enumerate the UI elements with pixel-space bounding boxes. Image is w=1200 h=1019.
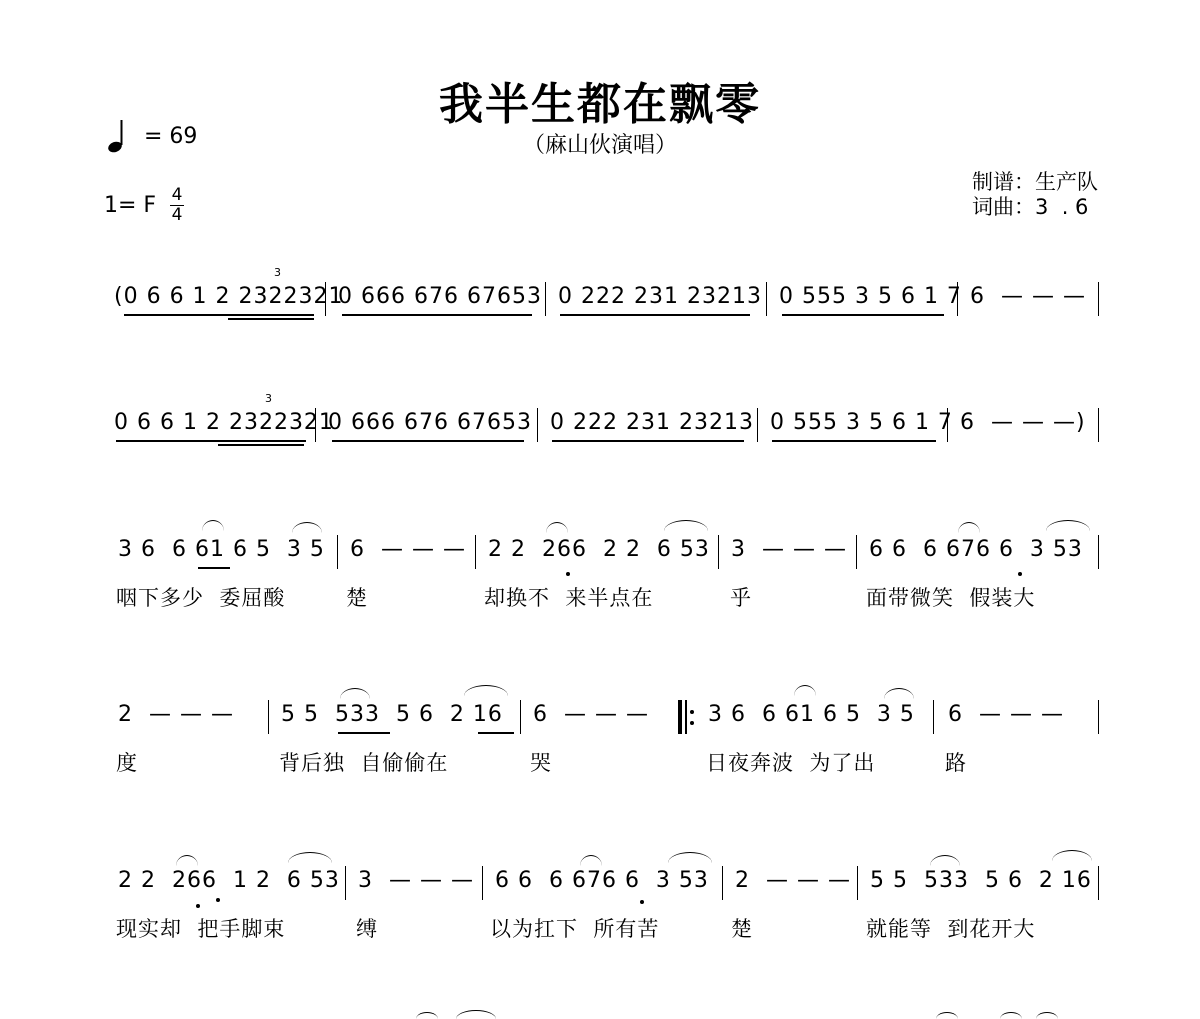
barline — [856, 535, 857, 569]
slur-mark — [668, 852, 712, 863]
time-signature-bottom: 4 — [171, 205, 183, 225]
beam-underline — [198, 567, 230, 569]
repeat-thick-bar — [678, 700, 682, 734]
key-label: 1= F — [104, 193, 157, 218]
composer-credit: 词曲：3 . 6 — [972, 195, 1089, 219]
slur-mark — [884, 688, 914, 699]
barline — [1098, 408, 1099, 442]
barline — [957, 282, 958, 316]
slur-mark — [958, 522, 980, 533]
barline — [857, 866, 858, 900]
barline — [1098, 282, 1099, 316]
barline — [337, 535, 338, 569]
measure-r1-m2: 0 666 676 67653 — [338, 284, 542, 309]
repeat-start-sign — [678, 700, 690, 734]
tempo-value: = 69 — [144, 123, 198, 149]
barline — [766, 282, 767, 316]
beam-underline — [218, 444, 304, 446]
measure-r2-m3: 0 222 231 23213 — [550, 410, 754, 435]
barline — [1098, 700, 1099, 734]
measure-r3-m5: 6 6 6 676 6 3 53 — [869, 537, 1083, 562]
barline — [947, 408, 948, 442]
measure-r5-m5: 5 5 533 5 6 2 16 — [870, 868, 1092, 893]
beam-underline — [124, 314, 314, 316]
arranger-credit: 制谱：生产队 — [972, 170, 1098, 194]
triplet-mark: 3 — [274, 266, 281, 279]
measure-r2-m5: 6 — — —) — [960, 410, 1086, 435]
measure-r4-m1: 2 — — — — [118, 702, 234, 727]
repeat-dot — [690, 710, 694, 714]
lower-octave-dot — [196, 904, 200, 908]
lower-octave-dot — [216, 898, 220, 902]
beam-underline — [478, 732, 514, 734]
slur-mark — [1046, 520, 1090, 531]
barline — [1098, 866, 1099, 900]
measure-r3-m4: 3 — — — — [731, 537, 847, 562]
measure-r1-m1: (0 6 6 1 2 2322321 — [114, 284, 344, 309]
lyric-r4-m4: 日夜奔波 为了出 — [706, 751, 876, 775]
measure-r4-m3: 6 — — — — [533, 702, 649, 727]
slur-mark — [580, 855, 602, 866]
measure-r1-m4: 0 555 3 5 6 1 7 — [779, 284, 962, 309]
lyric-r4-m3: 哭 — [530, 751, 552, 775]
slur-mark — [794, 685, 816, 696]
barline — [475, 535, 476, 569]
beam-underline — [338, 732, 390, 734]
quarter-note-icon — [106, 118, 132, 154]
key-signature — [104, 187, 184, 224]
lyric-r5-m1: 现实却 把手脚束 — [116, 917, 286, 941]
lyric-r3-m2: 楚 — [346, 586, 368, 610]
repeat-dot — [690, 721, 694, 725]
barline — [537, 408, 538, 442]
beam-underline — [552, 440, 744, 442]
triplet-mark: 3 — [265, 392, 272, 405]
lyric-r5-m5: 就能等 到花开大 — [866, 917, 1036, 941]
slur-mark — [176, 855, 198, 866]
measure-r4-m2: 5 5 533 5 6 2 16 — [281, 702, 503, 727]
song-subtitle: （麻山伙演唱） — [522, 133, 677, 158]
slur-mark — [930, 855, 960, 866]
barline — [545, 282, 546, 316]
barline — [722, 866, 723, 900]
barline — [268, 700, 269, 734]
lyric-r5-m4: 楚 — [731, 917, 753, 941]
slur-mark — [340, 688, 370, 699]
beam-underline — [116, 440, 306, 442]
measure-r5-m2: 3 — — — — [358, 868, 474, 893]
beam-underline — [782, 314, 944, 316]
beam-underline — [342, 314, 532, 316]
lyric-r4-m1: 度 — [116, 751, 138, 775]
measure-r2-m4: 0 555 3 5 6 1 7 — [770, 410, 953, 435]
lyric-r3-m1: 咽下多少 委屈酸 — [116, 586, 286, 610]
repeat-thin-bar — [685, 700, 687, 734]
barline — [757, 408, 758, 442]
lyric-r5-m3: 以为扛下 所有苦 — [490, 917, 660, 941]
beam-underline — [560, 314, 750, 316]
lyric-r3-m4: 乎 — [730, 586, 752, 610]
lyric-r5-m2: 缚 — [356, 917, 378, 941]
barline — [325, 282, 326, 316]
lyric-r3-m5: 面带微笑 假装大 — [866, 586, 1036, 610]
beam-underline — [332, 440, 524, 442]
slur-mark — [1052, 850, 1092, 861]
slur-mark — [546, 522, 568, 533]
barline — [718, 535, 719, 569]
measure-r2-m1: 0 6 6 1 2 2322321 — [114, 410, 334, 435]
time-signature-top: 4 — [171, 185, 183, 205]
measure-r5-m1: 2 2 266 1 2 6 53 — [118, 868, 340, 893]
measure-r2-m2: 0 666 676 67653 — [328, 410, 532, 435]
measure-r4-m4: 3 6 6 61 6 5 3 5 — [708, 702, 915, 727]
slur-mark — [288, 852, 332, 863]
measure-r3-m1: 3 6 6 61 6 5 3 5 — [118, 537, 325, 562]
measure-r3-m2: 6 — — — — [350, 537, 466, 562]
barline — [345, 866, 346, 900]
credits — [972, 170, 1098, 220]
measure-r3-m3: 2 2 266 2 2 6 53 — [488, 537, 710, 562]
beam-underline — [228, 318, 314, 320]
lower-octave-dot — [1018, 572, 1022, 576]
lower-octave-dot — [566, 572, 570, 576]
beam-underline — [772, 440, 936, 442]
measure-r4-m5: 6 — — — — [948, 702, 1064, 727]
lower-octave-dot — [640, 900, 644, 904]
slur-mark — [202, 520, 224, 531]
barline — [520, 700, 521, 734]
song-title: 我半生都在飘零 — [439, 79, 761, 130]
slur-mark — [664, 520, 708, 531]
measure-r5-m3: 6 6 6 676 6 3 53 — [495, 868, 709, 893]
slur-mark — [292, 522, 322, 533]
barline — [315, 408, 316, 442]
lyric-r3-m3: 却换不 来半点在 — [484, 586, 654, 610]
slur-mark — [464, 685, 508, 696]
lyric-r4-m5: 路 — [945, 751, 967, 775]
measure-r1-m5: 6 — — — — [970, 284, 1086, 309]
barline — [482, 866, 483, 900]
measure-r5-m4: 2 — — — — [735, 868, 851, 893]
measure-r1-m3: 0 222 231 23213 — [558, 284, 762, 309]
barline — [933, 700, 934, 734]
tempo-marking — [106, 118, 197, 154]
barline — [1098, 535, 1099, 569]
time-signature — [170, 187, 184, 224]
lyric-r4-m2: 背后独 自偷偷在 — [279, 751, 449, 775]
